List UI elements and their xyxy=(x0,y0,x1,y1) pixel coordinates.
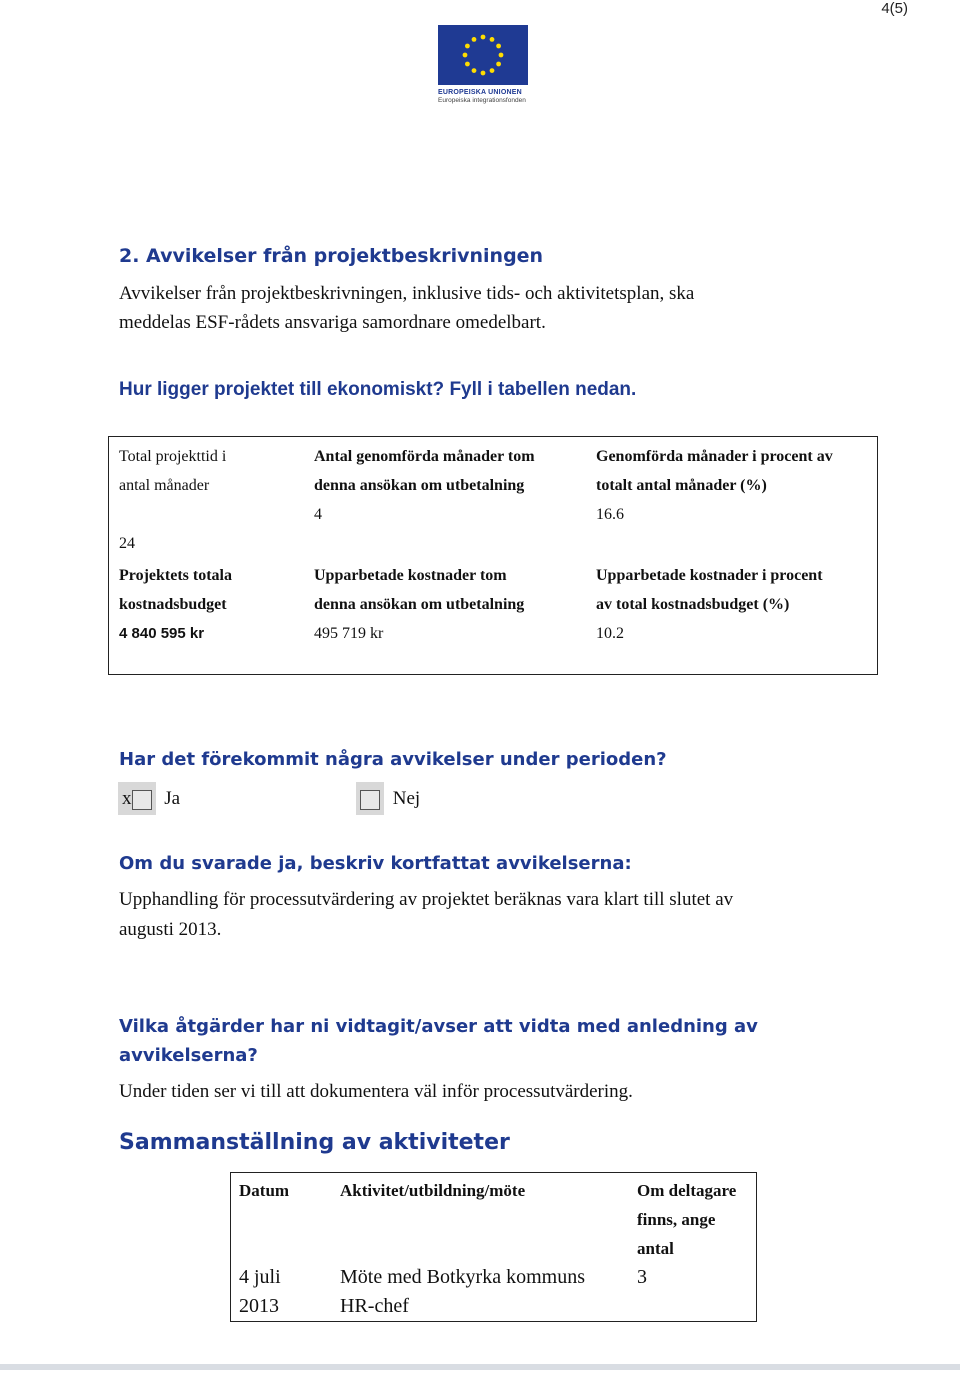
describe-text-line2: augusti 2013. xyxy=(119,919,222,940)
table-header-costs-line1: Upparbetade kostnader tom xyxy=(314,567,507,584)
summary-row1-count: 3 xyxy=(637,1266,647,1288)
summary-col-participants-line2: finns, ange xyxy=(637,1210,716,1229)
summary-heading: Sammanställning av aktiviteter xyxy=(119,1130,510,1155)
yes-option[interactable] xyxy=(118,782,180,815)
table-header-total-budget-line2: kostnadsbudget xyxy=(119,596,227,613)
yes-mark: x xyxy=(122,788,132,809)
table-header-total-months-line2: antal månader xyxy=(119,477,210,494)
table-value-costs: 495 719 kr xyxy=(314,625,384,642)
actions-heading-line2: avvikelserna? xyxy=(119,1045,258,1066)
no-label: Nej xyxy=(392,788,421,809)
summary-row1-date-line2: 2013 xyxy=(239,1295,279,1317)
yes-checkbox-wrap[interactable] xyxy=(118,782,156,815)
table-value-done-months: 4 xyxy=(314,506,322,523)
economy-table xyxy=(108,436,878,675)
section-paragraph-line1: Avvikelser från projektbeskrivningen, inklusive tids- och aktivitetsplan, ska xyxy=(119,283,695,304)
table-header-percent-costs-line1: Upparbetade kostnader i procent xyxy=(596,567,823,584)
logo-text-fund: Europeiska integrationsfonden xyxy=(438,97,526,104)
actions-heading-line1: Vilka åtgärder har ni vidtagit/avser att vidta med anledning av xyxy=(119,1016,758,1037)
describe-heading: Om du svarade ja, beskriv kortfattat avvikelserna: xyxy=(119,853,632,874)
no-checkbox-wrap[interactable] xyxy=(356,782,384,815)
economy-question: Hur ligger projektet till ekonomiskt? Fyll i tabellen nedan. xyxy=(119,379,637,400)
logo-text-union: EUROPEISKA UNIONEN xyxy=(438,89,522,96)
summary-col-date: Datum xyxy=(239,1181,290,1200)
table-value-percent-costs: 10.2 xyxy=(596,625,624,642)
table-header-total-months-line1: Total projekttid i xyxy=(119,448,227,465)
eu-flag-icon xyxy=(438,25,528,85)
yes-label: Ja xyxy=(164,788,181,809)
eu-logo xyxy=(438,25,532,104)
table-header-total-budget-line1: Projektets totala xyxy=(119,567,232,584)
summary-row1-activity-line2: HR-chef xyxy=(340,1295,409,1317)
actions-text: Under tiden ser vi till att dokumentera väl inför processutvärdering. xyxy=(119,1081,633,1102)
summary-row1-date-line1: 4 juli xyxy=(239,1266,281,1288)
page-bottom-divider xyxy=(0,1364,960,1370)
summary-table xyxy=(230,1172,757,1322)
describe-text-line1: Upphandling för processutvärdering av projektet beräknas vara klart till slutet av xyxy=(119,889,734,910)
summary-col-activity: Aktivitet/utbildning/möte xyxy=(340,1181,526,1200)
table-header-percent-costs-line2: av total kostnadsbudget (%) xyxy=(596,596,790,613)
section-heading: 2. Avvikelser från projektbeskrivningen xyxy=(119,245,544,267)
no-checkbox[interactable] xyxy=(360,790,380,810)
no-option[interactable] xyxy=(356,782,420,815)
table-value-total-months: 24 xyxy=(119,535,135,552)
table-header-costs-line2: denna ansökan om utbetalning xyxy=(314,596,525,613)
summary-row1-activity-line1: Möte med Botkyrka kommuns xyxy=(340,1266,585,1288)
page-number: 4(5) xyxy=(881,0,908,17)
deviation-question: Har det förekommit några avvikelser under perioden? xyxy=(119,749,667,770)
yes-checkbox[interactable] xyxy=(132,790,152,810)
table-header-percent-months-line2: totalt antal månader (%) xyxy=(596,477,767,494)
section-paragraph-line2: meddelas ESF-rådets ansvariga samordnare omedelbart. xyxy=(119,312,546,333)
summary-col-participants-line3: antal xyxy=(637,1239,674,1258)
table-value-total-budget: 4 840 595 kr xyxy=(119,625,205,642)
summary-col-participants-line1: Om deltagare xyxy=(637,1181,737,1200)
table-header-done-months-line2: denna ansökan om utbetalning xyxy=(314,477,525,494)
table-value-percent-months: 16.6 xyxy=(596,506,624,523)
table-header-percent-months-line1: Genomförda månader i procent av xyxy=(596,448,833,465)
table-header-done-months-line1: Antal genomförda månader tom xyxy=(314,448,535,465)
